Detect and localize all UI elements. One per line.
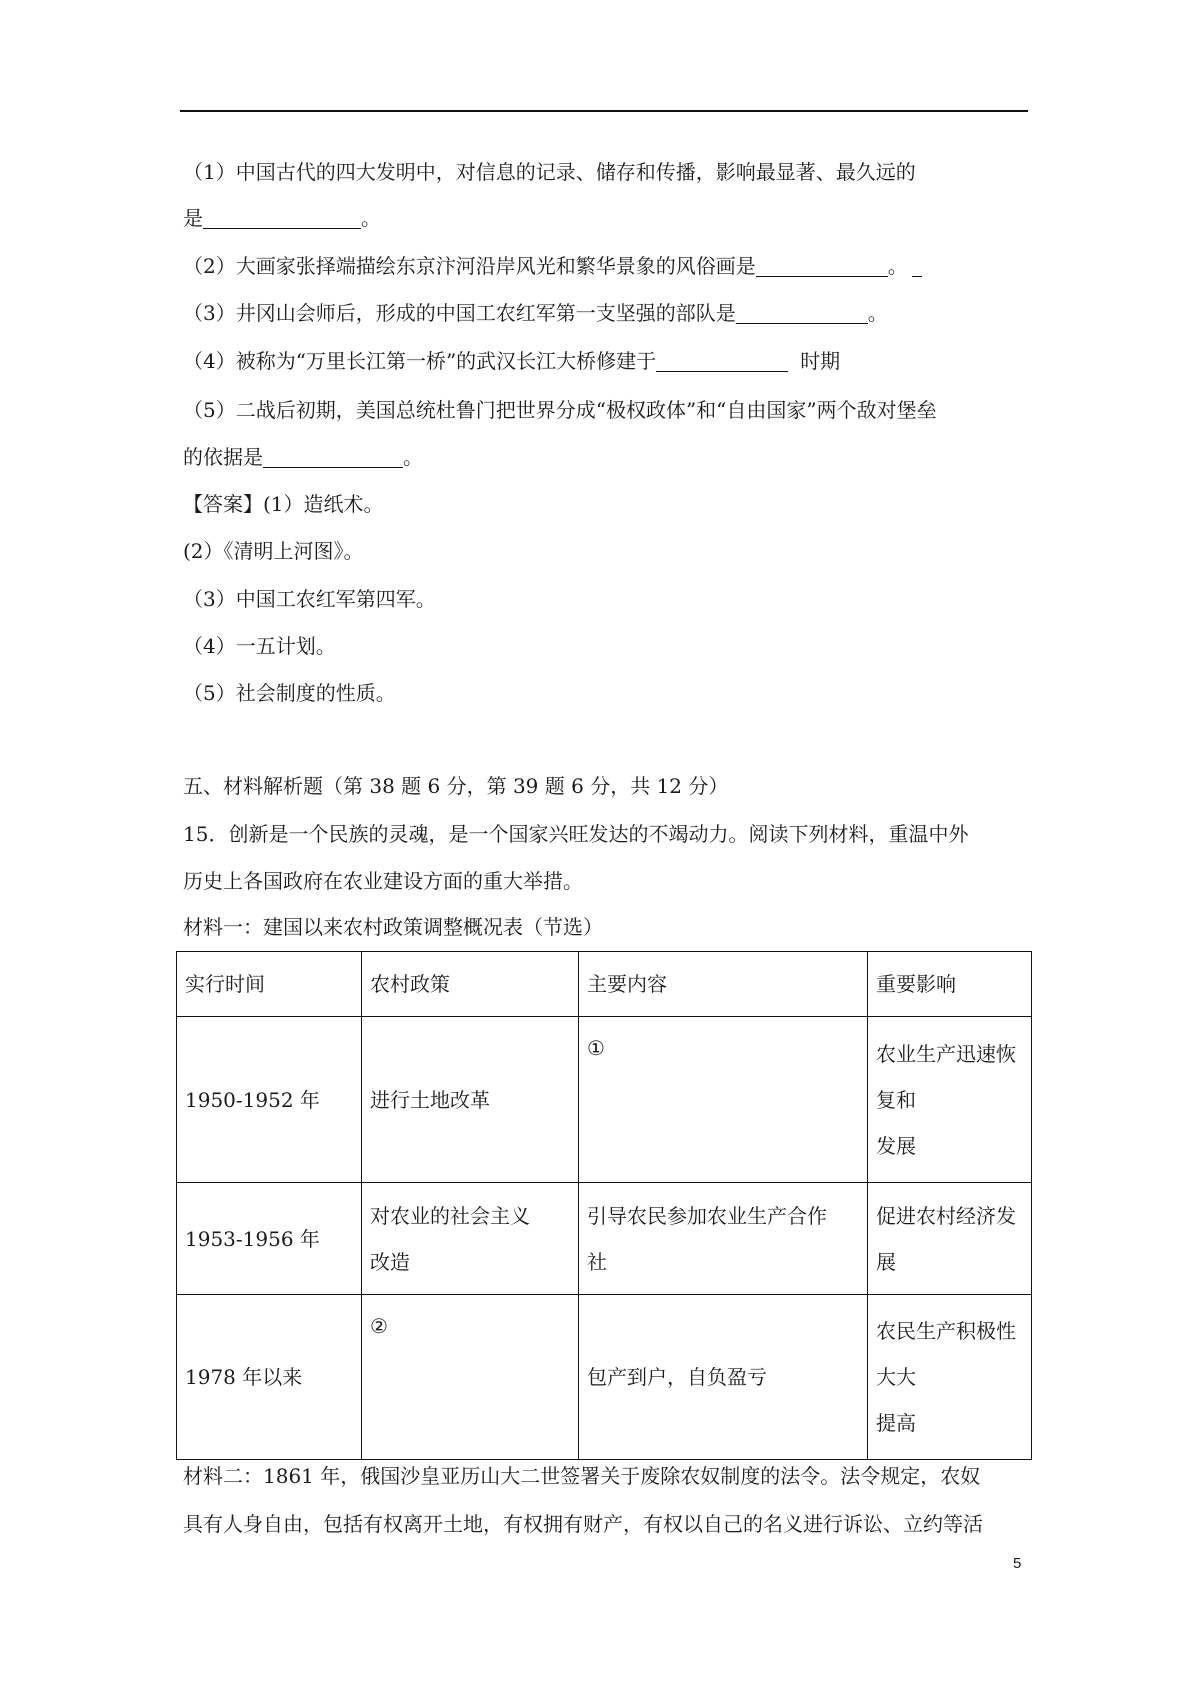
cell-content-line1: 引导农民参加农业生产合作 [587,1203,827,1228]
material-2-line1: 材料二：1861 年，俄国沙皇亚历山大二世签署关于废除农奴制度的法令。法令规定，农奴 [183,1464,981,1488]
page-number: 5 [1013,1555,1022,1572]
question-3-text: （3）井冈山会师后，形成的中国工农红军第一支坚强的部队是 [183,301,736,325]
answer-blank-5[interactable] [263,447,403,468]
cell-impact: 促进农村经济发展 [868,1183,1032,1295]
cell-time: 1950-1952 年 [177,1017,362,1183]
cell-policy-blank [362,1295,579,1460]
blank-marker-2: ② [370,1314,388,1338]
header-policy: 农村政策 [362,952,579,1017]
header-content: 主要内容 [579,952,868,1017]
cell-impact [868,1295,1032,1460]
cell-content-line2: 社 [587,1249,607,1274]
table-row [177,1017,1032,1183]
header-impact: 重要影响 [868,952,1032,1017]
cell-content: 包产到户，自负盈亏 [579,1295,868,1460]
table-row [177,1183,1032,1295]
question-15-line2: 历史上各国政府在农业建设方面的重大举措。 [183,869,583,893]
question-5-line2 [183,443,423,471]
table-header-row [177,952,1032,1017]
answer-2: (2）《清明上河图》。 [183,539,364,563]
table-row [177,1295,1032,1460]
cell-policy [362,1183,579,1295]
question-1-suffix: 。 [361,206,381,230]
answer-4: （4）一五计划。 [183,634,336,658]
answer-blank-1[interactable] [203,208,361,229]
question-3-suffix: 。 [867,301,888,325]
cell-content [579,1183,868,1295]
question-4-text: （4）被称为“万里长江第一桥”的武汉长江大桥修建于 [183,349,657,373]
stray-underline-mark [912,256,922,277]
question-1-line1: （1）中国古代的四大发明中，对信息的记录、储存和传播，影响最显著、最久远的 [183,160,916,184]
question-1-prefix: 是 [183,206,203,230]
question-1-line2 [183,204,381,232]
header-rule [180,110,1028,112]
cell-impact-line2: 提高 [876,1411,916,1435]
answer-blank-4[interactable] [656,351,788,372]
blank-marker-1: ① [587,1036,605,1060]
material-1-title: 材料一：建国以来农村政策调整概况表（节选） [183,915,603,939]
cell-impact [868,1017,1032,1183]
material-2-line2: 具有人身自由，包括有权离开土地，有权拥有财产，有权以自己的名义进行诉讼、立约等活 [183,1512,983,1536]
answer-5: （5）社会制度的性质。 [183,681,396,705]
question-2-suffix: 。 [887,254,908,278]
question-4 [183,347,840,375]
question-5-prefix: 的依据是 [183,445,263,469]
cell-impact-line2: 发展 [876,1133,916,1158]
question-4-suffix: 时期 [800,349,841,373]
answer-blank-2[interactable] [756,256,888,277]
rural-policy-table [176,951,1032,1460]
cell-content-blank [579,1017,868,1183]
header-time: 实行时间 [177,952,362,1017]
question-5-line1: （5）二战后初期，美国总统杜鲁门把世界分成“极权政体”和“自由国家”两个敌对堡垒 [183,398,937,422]
cell-time: 1953-1956 年 [177,1183,362,1295]
question-15-line1: 15．创新是一个民族的灵魂，是一个国家兴旺发达的不竭动力。阅读下列材料，重温中外 [183,822,969,846]
section-5-heading: 五、材料解析题（第 38 题 6 分，第 39 题 6 分，共 12 分） [183,774,729,798]
cell-policy-line2: 改造 [370,1249,410,1274]
answer-1: 【答案】(1）造纸术。 [183,492,384,516]
question-3 [183,299,888,327]
question-2-text: （2）大画家张择端描绘东京汴河沿岸风光和繁华景象的风俗画是 [183,254,756,278]
answer-blank-3[interactable] [736,303,868,324]
question-5-suffix: 。 [403,445,423,469]
cell-policy-line1: 对农业的社会主义 [370,1203,530,1228]
cell-impact-line1: 农民生产积极性大大 [876,1319,1016,1389]
cell-policy: 进行土地改革 [362,1017,579,1183]
cell-time: 1978 年以来 [177,1295,362,1460]
cell-impact-line1: 农业生产迅速恢复和 [876,1041,1016,1112]
answer-3: （3）中国工农红军第四军。 [183,587,436,611]
question-2 [183,252,922,280]
